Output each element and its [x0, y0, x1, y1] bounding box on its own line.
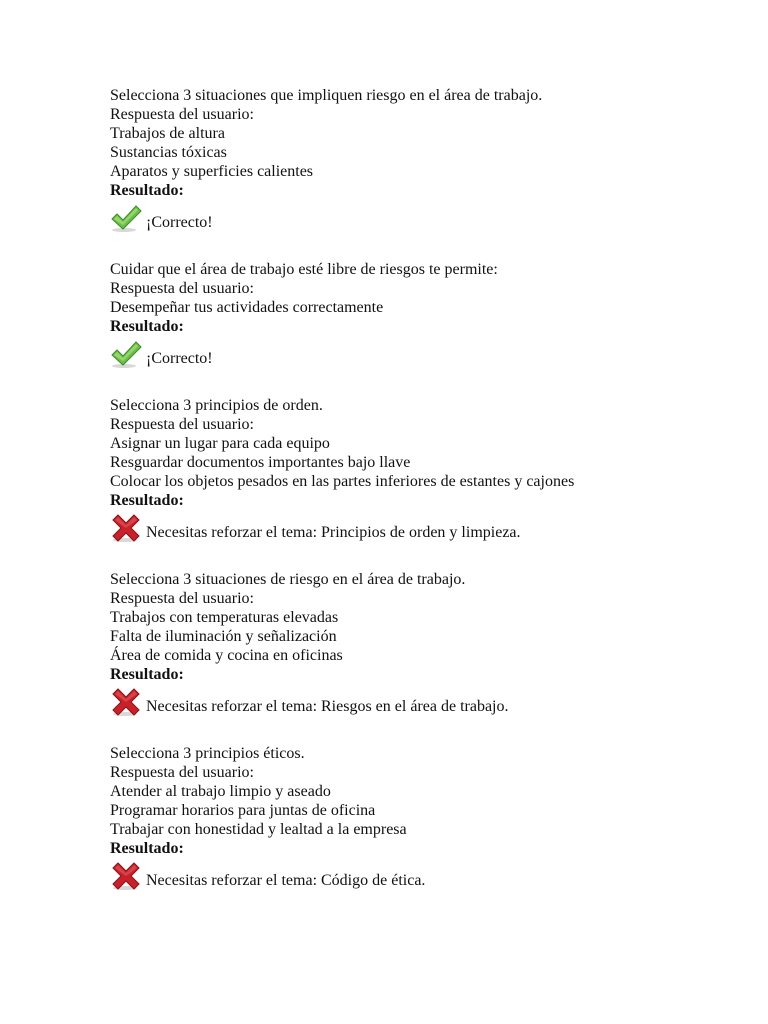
question-block-3 — [110, 396, 730, 543]
question-text: Selecciona 3 situaciones de riesgo en el área de trabajo. — [110, 571, 466, 588]
answer-item: Falta de iluminación y señalización — [110, 628, 337, 645]
answer-label: Respuesta del usuario: — [110, 280, 254, 297]
result-label: Resultado: — [110, 840, 184, 857]
question-block-1 — [110, 86, 730, 233]
result-text: ¡Correcto! — [146, 350, 213, 367]
answer-label: Respuesta del usuario: — [110, 106, 254, 123]
answer-label: Respuesta del usuario: — [110, 416, 254, 433]
answer-item: Área de comida y cocina en oficinas — [110, 647, 343, 664]
answer-item: Aparatos y superficies calientes — [110, 163, 314, 180]
answer-label: Respuesta del usuario: — [110, 764, 254, 781]
result-row — [110, 686, 730, 717]
answer-item: Sustancias tóxicas — [110, 144, 227, 161]
question-block-4 — [110, 570, 730, 717]
check-icon — [110, 340, 142, 369]
check-icon — [110, 204, 142, 233]
result-row — [110, 860, 730, 891]
question-text: Selecciona 3 principios éticos. — [110, 745, 305, 762]
result-text: Necesitas reforzar el tema: Riesgos en el área de trabajo. — [146, 698, 509, 715]
answer-item: Asignar un lugar para cada equipo — [110, 435, 330, 452]
cross-icon — [110, 862, 142, 891]
result-row — [110, 338, 730, 369]
result-label: Resultado: — [110, 318, 184, 335]
answer-item: Colocar los objetos pesados en las partes inferiores de estantes y cajones — [110, 473, 575, 490]
cross-icon — [110, 514, 142, 543]
question-text: Selecciona 3 situaciones que impliquen riesgo en el área de trabajo. — [110, 87, 543, 104]
answer-item: Desempeñar tus actividades correctamente — [110, 299, 384, 316]
result-label: Resultado: — [110, 492, 184, 509]
result-text: ¡Correcto! — [146, 214, 213, 231]
answer-item: Trabajos de altura — [110, 125, 225, 142]
result-text: Necesitas reforzar el tema: Código de ética. — [146, 872, 426, 889]
answer-item: Trabajos con temperaturas elevadas — [110, 609, 339, 626]
answer-item: Resguardar documentos importantes bajo llave — [110, 454, 411, 471]
question-block-5 — [110, 744, 730, 891]
question-text: Cuidar que el área de trabajo esté libre de riesgos te permite: — [110, 261, 498, 278]
answer-label: Respuesta del usuario: — [110, 590, 254, 607]
result-label: Resultado: — [110, 182, 184, 199]
question-text: Selecciona 3 principios de orden. — [110, 397, 323, 414]
quiz-results-document — [110, 86, 730, 918]
result-row — [110, 512, 730, 543]
answer-item: Atender al trabajo limpio y aseado — [110, 783, 331, 800]
answer-item: Programar horarios para juntas de oficina — [110, 802, 376, 819]
result-row — [110, 202, 730, 233]
result-label: Resultado: — [110, 666, 184, 683]
question-block-2 — [110, 260, 730, 369]
result-text: Necesitas reforzar el tema: Principios de orden y limpieza. — [146, 524, 521, 541]
cross-icon — [110, 688, 142, 717]
answer-item: Trabajar con honestidad y lealtad a la empresa — [110, 821, 407, 838]
